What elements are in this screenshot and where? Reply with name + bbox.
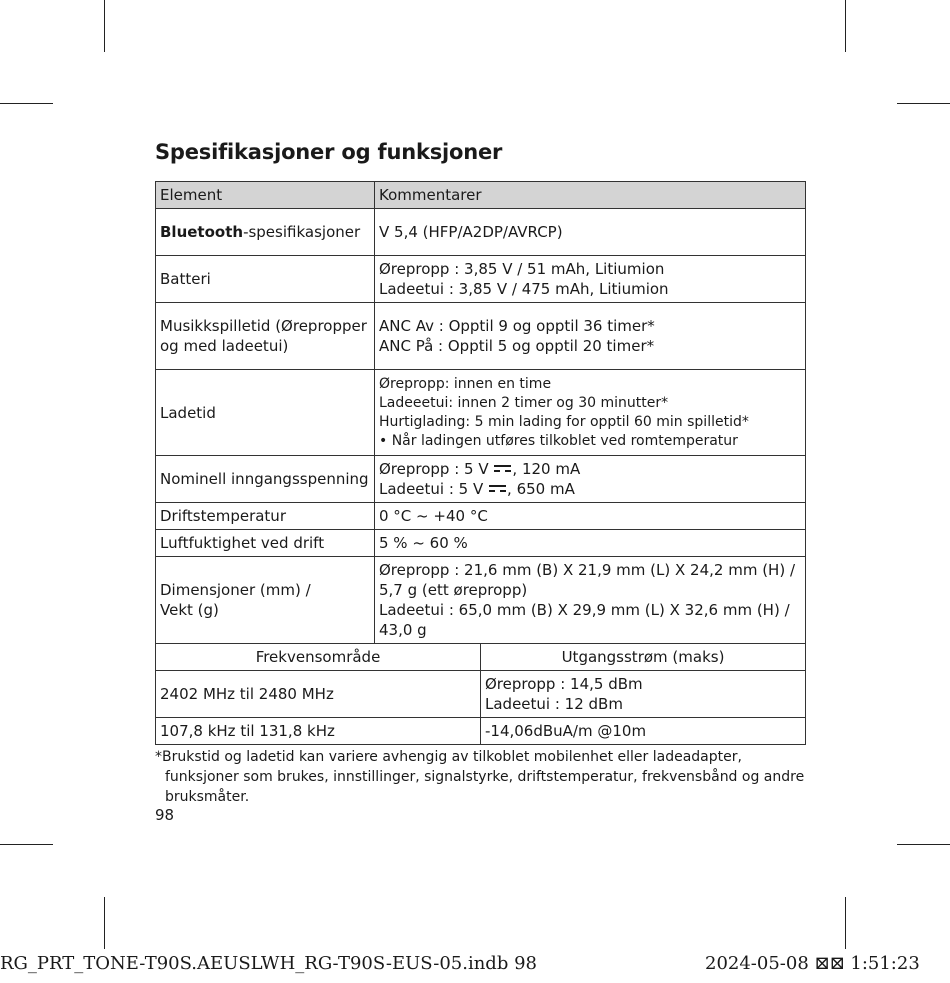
freq-header-row [156,644,806,671]
crop-mark [897,844,950,845]
table-row [156,718,806,745]
temp-value: 0 °C ~ +40 °C [375,503,806,530]
page-number: 98 [155,806,175,824]
playtime-label: Musikkspilletid (Ørepropper og med ladeetui) [156,303,375,370]
bluetooth-suffix: -spesifikasjoner [243,223,361,241]
charge-line: Hurtiglading: 5 min lading for opptil 60 min spilletid* [379,413,749,430]
crop-mark [897,103,950,104]
freq-power-line: Ørepropp : 14,5 dBm [485,675,643,693]
input-text: Ladeetui : 5 V [379,480,484,498]
table-row [156,557,806,644]
slug-timestamp: 2024-05-08 ⊠⊠ 1:51:23 [705,953,920,974]
table-row [156,671,806,718]
dimensions-value [375,557,806,644]
charge-line: • Når ladingen utføres tilkoblet ved romtemperatur [379,432,738,449]
input-line [379,459,801,479]
footnote [155,747,805,807]
input-line [379,479,801,499]
freq-power-line: Ladeetui : 12 dBm [485,695,623,713]
dimensions-label [156,557,375,644]
battery-label: Batteri [156,256,375,303]
playtime-value [375,303,806,370]
footnote-first-line: *Brukstid og ladetid kan variere avhengig av tilkoblet mobilenhet eller ladeadapter, [155,749,742,765]
humidity-value: 5 % ~ 60 % [375,530,806,557]
playtime-line: ANC På : Opptil 5 og opptil 20 timer* [379,337,655,355]
bluetooth-label [156,209,375,256]
battery-line: Ørepropp : 3,85 V / 51 mAh, Litiumion [379,260,665,278]
charge-label: Ladetid [156,370,375,456]
temp-label: Driftstemperatur [156,503,375,530]
table-row [156,530,806,557]
table-header-row [156,182,806,209]
input-text: , 650 mA [507,480,575,498]
freq-power: -14,06dBuA/m @10m [481,718,806,745]
crop-mark [104,897,105,949]
dc-symbol-icon [489,485,506,493]
charge-value [375,370,806,456]
table-row [156,303,806,370]
header-comment: Kommentarer [375,182,806,209]
table-row [156,209,806,256]
footnote-rest: funksjoner som brukes, innstillinger, signalstyrke, driftstemperatur, frekvensbånd og andre bruksmåter. [165,769,805,805]
bluetooth-bold: Bluetooth [160,223,244,241]
dimensions-label-line: Dimensjoner (mm) / [160,581,311,599]
bluetooth-value: V 5,4 (HFP/A2DP/AVRCP) [375,209,806,256]
dc-symbol-icon [494,465,511,473]
crop-mark [0,844,53,845]
table-row [156,256,806,303]
input-value [375,456,806,503]
dimensions-line: Ørepropp : 21,6 mm (B) X 21,9 mm (L) X 24,2 mm (H) / 5,7 g (ett ørepropp) [379,561,796,599]
crop-mark [845,0,846,52]
freq-range-header: Frekvensområde [156,644,481,671]
crop-mark [0,103,53,104]
humidity-label: Luftfuktighet ved drift [156,530,375,557]
dimensions-label-line: Vekt (g) [160,601,219,619]
slug-filename: RG_PRT_TONE-T90S.AEUSLWH_RG-T90S-EUS-05.indb 98 [0,953,537,974]
battery-value [375,256,806,303]
spec-table [155,181,806,745]
input-label: Nominell inngangsspenning [156,456,375,503]
dimensions-line: Ladeetui : 65,0 mm (B) X 29,9 mm (L) X 32,6 mm (H) / 43,0 g [379,601,790,639]
crop-mark [845,897,846,949]
table-row [156,503,806,530]
input-text: Ørepropp : 5 V [379,460,489,478]
table-row [156,456,806,503]
freq-power [481,671,806,718]
freq-range: 2402 MHz til 2480 MHz [156,671,481,718]
crop-mark [104,0,105,52]
table-row [156,370,806,456]
charge-line: Ladeeetui: innen 2 timer og 30 minutter* [379,394,669,411]
page-title: Spesifikasjoner og funksjoner [155,140,503,164]
header-element: Element [156,182,375,209]
freq-power-header: Utgangsstrøm (maks) [481,644,806,671]
freq-range: 107,8 kHz til 131,8 kHz [156,718,481,745]
playtime-line: ANC Av : Opptil 9 og opptil 36 timer* [379,317,655,335]
battery-line: Ladeetui : 3,85 V / 475 mAh, Litiumion [379,280,669,298]
input-text: , 120 mA [512,460,581,478]
charge-line: Ørepropp: innen en time [379,375,552,392]
